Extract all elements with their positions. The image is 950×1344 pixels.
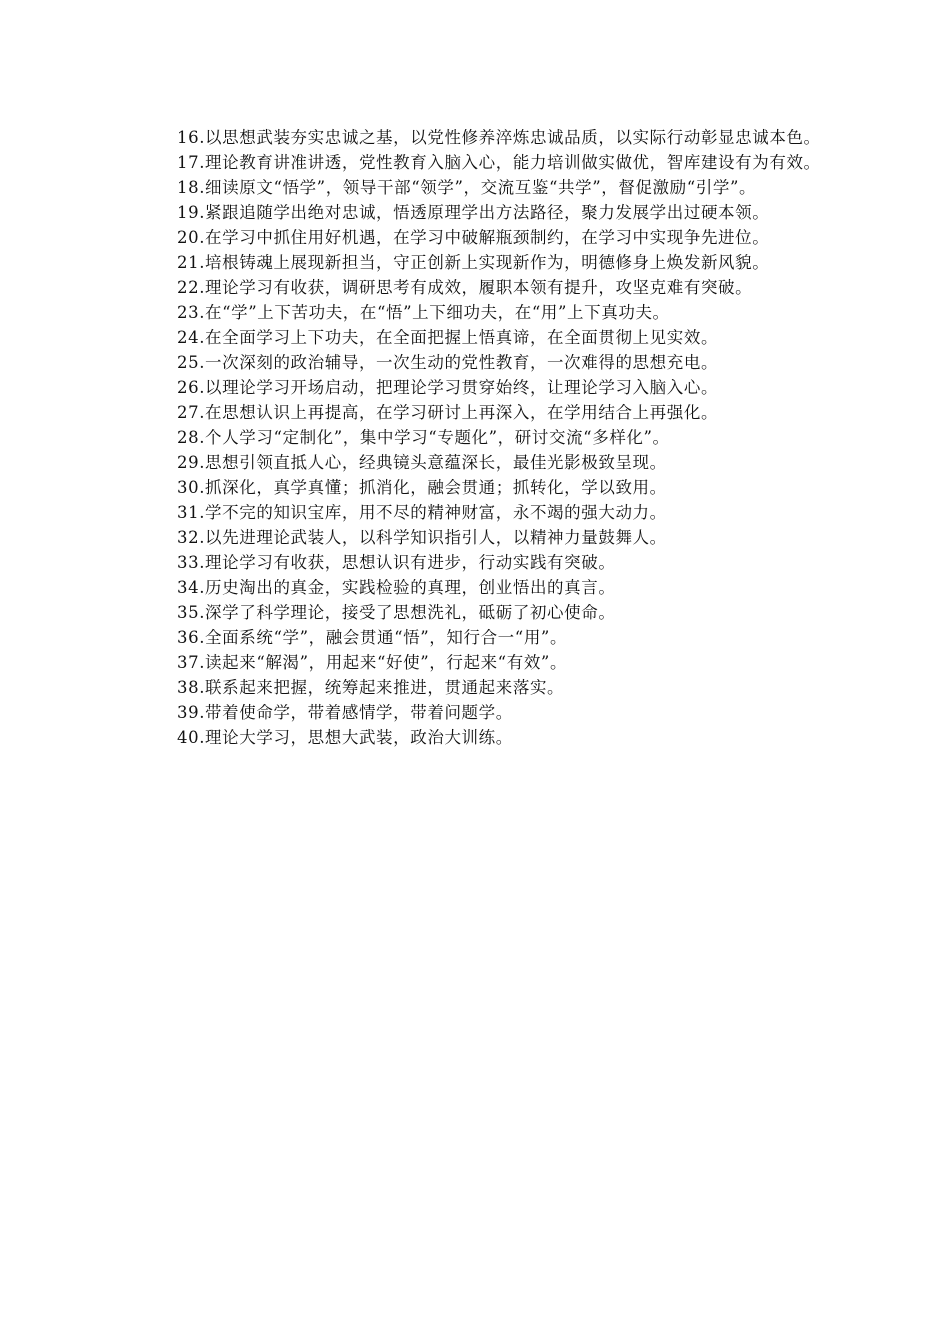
list-item: 40.理论大学习，思想大武装，政治大训练。: [177, 728, 513, 747]
list-item: 35.深学了科学理论，接受了思想洗礼，砥砺了初心使命。: [177, 603, 616, 622]
list-item: 37.读起来“解渴”，用起来“好使”，行起来“有效”。: [177, 653, 568, 672]
list-item: 28.个人学习“定制化”，集中学习“专题化”，研讨交流“多样化”。: [177, 428, 670, 447]
list-item: 26.以理论学习开场启动，把理论学习贯穿始终，让理论学习入脑入心。: [177, 378, 719, 397]
list-item: 31.学不完的知识宝库，用不尽的精神财富，永不竭的强大动力。: [177, 503, 667, 522]
list-item: 39.带着使命学，带着感情学，带着问题学。: [177, 703, 513, 722]
list-item: 20.在学习中抓住用好机遇，在学习中破解瓶颈制约，在学习中实现争先进位。: [177, 228, 770, 247]
list-item: 34.历史淘出的真金，实践检验的真理，创业悟出的真言。: [177, 578, 616, 597]
list-item: 30.抓深化，真学真懂；抓消化，融会贯通；抓转化，学以致用。: [177, 478, 667, 497]
list-item: 16.以思想武装夯实忠诚之基，以党性修养淬炼忠诚品质，以实际行动彰显忠诚本色。: [177, 128, 821, 147]
list-item: 19.紧跟追随学出绝对忠诚，悟透原理学出方法路径，聚力发展学出过硬本领。: [177, 203, 770, 222]
list-item: 27.在思想认识上再提高，在学习研讨上再深入，在学用结合上再强化。: [177, 403, 719, 422]
list-item: 29.思想引领直抵人心，经典镜头意蕴深长，最佳光影极致呈现。: [177, 453, 667, 472]
list-item: 18.细读原文“悟学”，领导干部“领学”，交流互鉴“共学”，督促激励“引学”。: [177, 178, 757, 197]
list-item: 36.全面系统“学”，融会贯通“悟”，知行合一“用”。: [177, 628, 568, 647]
list-item: 23.在“学”上下苦功夫，在“悟”上下细功夫，在“用”上下真功夫。: [177, 303, 670, 322]
list-item: 32.以先进理论武装人，以科学知识指引人，以精神力量鼓舞人。: [177, 528, 667, 547]
list-item: 38.联系起来把握，统筹起来推进，贯通起来落实。: [177, 678, 565, 697]
list-item: 21.培根铸魂上展现新担当，守正创新上实现新作为，明德修身上焕发新风貌。: [177, 253, 770, 272]
document-body: [143, 125, 823, 750]
list-item: 17.理论教育讲准讲透，党性教育入脑入心，能力培训做实做优，智库建设有为有效。: [177, 153, 821, 172]
list-item: 24.在全面学习上下功夫，在全面把握上悟真谛，在全面贯彻上见实效。: [177, 328, 719, 347]
list-item: 25.一次深刻的政治辅导，一次生动的党性教育，一次难得的思想充电。: [177, 353, 719, 372]
list-item: 33.理论学习有收获，思想认识有进步，行动实践有突破。: [177, 553, 616, 572]
list-item: 22.理论学习有收获，调研思考有成效，履职本领有提升，攻坚克难有突破。: [177, 278, 753, 297]
